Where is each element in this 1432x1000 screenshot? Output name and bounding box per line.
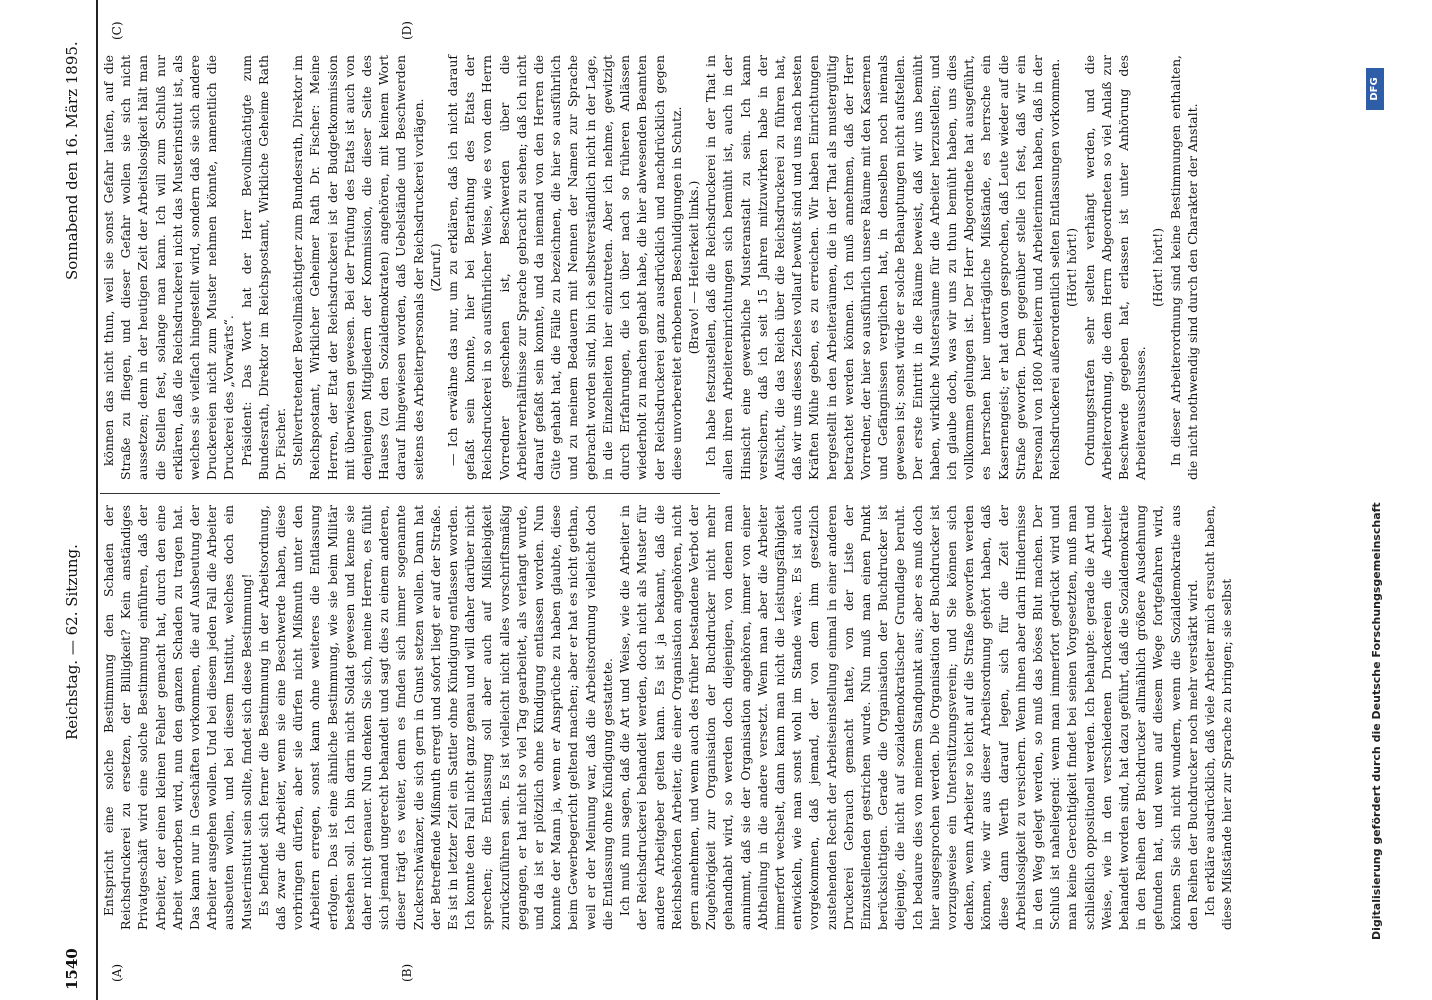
interjection: (Hört! hört!) [1064, 227, 1080, 308]
paragraph: können das nicht thun, weil sie sonst Gefahr laufen, auf die Straße zu fliegen, und dieser Gefahr wollen sie sich nicht aussetzen; denn in der heutigen Zeit der Arbeitslosigkeit hält man die Stellen fest, solange man kann. Ich will zum Schluß nur erklären, daß die Reichsdruckerei nicht das Musterinstitut ist, als welches sie vielfach hingestellt wird, sondern daß sie sich andere Druckereien nicht zum Muster nehmen könnte, namentlich die Druckerei des „Vorwärts“. [101, 55, 237, 480]
margin-marker-a: (A) [110, 963, 124, 982]
interjection: (Zuruf.) [427, 243, 443, 292]
paragraph: Präsident: Das Wort hat der Herr Bevollmächtigte zum Bundesrath, Direktor im Reichspostamt, Wirkliche Geheime Rath Dr. Fischer. [238, 55, 289, 480]
interjection: (Hört! hört!) [1150, 227, 1166, 308]
interjection: (Bravo! — Heiterkeit links.) [685, 180, 701, 355]
margin-marker-c: (C) [110, 21, 124, 40]
margin-marker-d: (D) [400, 21, 414, 40]
paragraph: Entspricht eine solche Bestimmung den Schaden der Reichsdruckerei zu ersetzen, der Billigkeit? Kein anständiges Privatgeschäft wird eine solche Bestimmung einführen, daß der Arbeiter, der einen kleinen Fehler gemacht hat, durch den eine Arbeit verdorben wird, nun den ganzen Schaden zu tragen hat. Das kann nur in Geschäften vorkommen, die auf Ausbeutung der Arbeiter ausgehen wollen. Und bei diesem jeden Fall die Arbeiter ausbeuten wollen, und bei diesem Institut, welches doch ein Musterinstitut sein sollte, findet sich diese Bestimmung! [101, 505, 254, 930]
dfg-logo: DFG [1366, 68, 1384, 110]
page-header [55, 0, 95, 1000]
paragraph: Ich muß nun sagen, daß die Art und Weise, wie die Arbeiter in der Reichsdruckerei behandelt werden, doch nicht als Muster für andere Arbeitgeber gelten kann. Es ist ja bekannt, daß die Reichsbehörden Arbeiter, die einer Organisation angehören, nicht gern annehmen, und wenn auch des früher bestandene Verbot der Zugehörigkeit zur Organisation der Buchdrucker nicht mehr gehandhabt wird, so werden doch diejenigen, von denen man annimmt, daß sie der Organisation angehören, immer von einer Abtheilung in die andere versetzt. Wenn man aber die Arbeiter immerfort wechselt, dann kann man nicht die Leistungsfähigkeit entwickeln, wie man sonst wohl im Stande wäre. Es ist auch vorgekommen, daß jemand, der von dem ihm gesetzlich zustehenden Recht der Arbeitseinstellung einmal in einer anderen Druckerei Gebrauch gemacht hatte, von der Liste der Einzustellenden gestrichen wurde. Nun muß man einen Punkt berücksichtigen. Gerade die Organisation der Buchdrucker ist diejenige, die nicht auf sozialdemokratischer Grundlage beruht. Ich bedaure dies von meinem Standpunkt aus; aber es muß doch hier ausgesprochen werden. Die Organisation der Buchdrucker ist vorzugsweise ein Unterstützungsverein; und Sie können sich denken, wenn Arbeiter so leicht auf die Straße geworfen werden können, wie wir aus dieser Arbeitsordnung gehört haben, daß diese dann Werth darauf legen, sich für die Zeit der Arbeitslosigkeit zu versichern. Wenn ihnen aber darin Hindernisse in den Weg gelegt werden, so muß das böses Blut machen. Der Schluß ist naheliegend: wenn man immerfort gedrückt wird und man keine Gerechtigkeit findet bei seinen Vorgesetzten, muß man schließlich oppositionell werden. Ich behaupte: gerade die Art und Weise, wie in den verschiedenen Druckereien die Arbeiter behandelt worden sind, hat dazu geführt, daß die Sozialdemokratie in den Reihen der Buchdrucker allmählich größere Ausdehnung gefunden hat, und wenn auf diesem Wege fortgefahren wird, können Sie sich nicht wundern, wenn die Sozialdemokratie aus den Reihen der Buchdrucker noch mehr verstärkt wird. [617, 505, 1200, 930]
digitization-credit: Digitalisierung gefördert durch die Deutsche Forschungsgemeinschaft [1370, 502, 1383, 940]
session-title: Reichstag. — 62. Sitzung. [63, 544, 81, 740]
paragraph: Ich habe festzustellen, daß die Reichsdruckerei in der That in allen ihren Arbeitereinrichtungen sich bemüht ist, auch in der Hinsicht eine gewerbliche Musteranstalt zu sein. Ich kann versichern, daß ich seit 15 Jahren mitzuwirken habe in der Aufsicht, die das Reich über die Reichsdruckerei zu führen hat, daß wir uns dieses Zieles vollauf bewußt sind und uns nach besten Kräften Mühe geben, es zu erreichen. Wir haben Einrichtungen hergestellt in den Arbeiteräumen, die in der That als mustergültig betrachtet werden können. Ich muß annehmen, daß der Herr Vorredner, der hier so ausführlich unsere Räume mit den Kasernen und Gefängnissen verglichen hat, in denselben noch niemals gewesen ist; sonst würde er solche Behauptungen nicht aufstellen. Der erste Eintritt in die Räume beweist, daß wir uns bemüht haben, wirkliche Mustersäume für die Arbeiter herzustellen; und ich glaube doch, was wir uns zu thun bemüht haben, uns dies vollkommen gelungen ist. Der Herr Abgeordnete hat ausgeführt, es herrschen hier unerträgliche Mißstände, es herrsche ein Kasernengeist; er hat davon gesprochen, daß Leute wieder auf die Straße geworfen. Dem gegenüber stelle ich fest, daß wir ein Personal von 1800 Arbeitern und Arbeiterinnen haben, daß in der Reichsdruckerei außerordentlich selten Entlassungen vorkommen. [703, 55, 1063, 480]
paragraph: Ordnungsstrafen sehr selten verhängt werden, und die Arbeiterordnung, die dem Herrn Abgeordneten so viel Anlaß zur Beschwerde gegeben hat, erlassen ist unter Anhörung des Arbeiterausschusses. [1081, 55, 1149, 480]
page-number: 1540 [63, 948, 81, 990]
paragraph: Es befindet sich ferner die Bestimmung in der Arbeitsordnung, daß zwar die Arbeiter, wenn sie eine Beschwerde haben, diese vorbringen dürfen, aber sie dürfen nicht Mißmuth unter den Arbeitern erregen, sonst kann ohne weiteres die Entlassung erfolgen. Das ist eine ähnliche Bestimmung, wie sie beim Militär bestehen soll. Ich bin darin nicht Soldat gewesen und kenne sie daher nicht genauer. Nun denken Sie sich, meine Herren, es fühlt sich jemand ungerecht behandelt und sagt dies zu einem anderen, dieser trägt es weiter, denn es finden sich immer sogenannte Zuckerschwänzer, die sich gern in Gunst setzen wollen. Dann hat der Betreffende Mißmuth erregt und sofort liegt er auf der Straße. Es ist in letzter Zeit ein Sattler ohne Kündigung entlassen worden. Ich konnte den Fall nicht ganz genau und will daher darüber nicht sprechen; die Entlassung soll aber auch auf Mißliebigkeit zurückzuführen sein. Es ist vielleicht nicht alles vorschriftsmäßig gegangen, er hat nicht so viel Tag gearbeitet, als verlangt wurde, und da ist er plötzlich ohne Kündigung entlassen worden. Nun konnte der Mann ja, wenn er Ansprüche zu haben glaubte, diese beim Gewerbegericht geltend machen; aber er hat es nicht gethan, weil er der Meinung war, daß die Arbeitsordnung vielleicht doch die Entlassung ohne Kündigung gestattete. [255, 505, 615, 930]
column-divider [100, 493, 720, 494]
paragraph: In dieser Arbeiterordnung sind keine Bestimmungen enthalten, die nicht nothwendig sind durch den Charakter der Anstalt. [1167, 55, 1200, 480]
paragraph: Stellvertretender Bevollmächtigter zum Bundesrath, Direktor im Reichspostamt, Wirklicher Geheimer Rath Dr. Fischer: Meine Herren, der Etat der Reichsdruckerei ist der Budgetkommission mit überwiesen gewesen. Bei der Prüfung des Etats ist auch von denjenigen Mitgliedern der Kommission, die dieser Seite des Hauses (zu den Sozialdemokraten) angehören, mit keinem Wort darauf hingewiesen worden, daß Uebelstände und Beschwerden seitens des Arbeiterpersonals der Reichsdruckerei vorlägen. [290, 55, 426, 480]
right-text-column [100, 55, 1200, 480]
margin-marker-b: (B) [400, 963, 414, 982]
session-date: Sonnabend den 16. März 1895. [63, 41, 81, 280]
left-text-column [100, 505, 1235, 930]
paragraph: — Ich erwähne das nur, um zu erklären, daß ich nicht darauf gefaßt sein konnte, hier bei Berathung des Etats der Reichsdruckerei in so ausführlicher Weise, wie es von dem Herrn Vorredner geschehen ist, Beschwerden über die Arbeiterverhältnisse zur Sprache gebracht zu sehen; daß ich nicht darauf gefaßt sein konnte, und da niemand von den Herren die Güte gehabt hat, die Fälle zu bezeichnen, die hier so ausführlich und zu meinem Bedauern mit Nennen der Namen zur Sprache gebracht worden sind, bin ich selbstverständlich nicht in der Lage, in die Einzelheiten hier einzutreten. Aber ich nehme, gewitzigt durch Erfahrungen, die ich über nach so früheren Anlässen wiederholt zu machen gehabt habe, die hier abwesenden Beamten der Reichsdruckerei ganz ausdrücklich und nachdrücklich gegen diese unvorbereitet erhobenen Beschuldigungen in Schutz. [445, 55, 684, 480]
paragraph: Ich erkläre ausdrücklich, daß viele Arbeiter mich ersucht haben, diese Mißstände hier zur Sprache zu bringen; sie selbst [1202, 505, 1235, 930]
header-rule [96, 0, 98, 1000]
